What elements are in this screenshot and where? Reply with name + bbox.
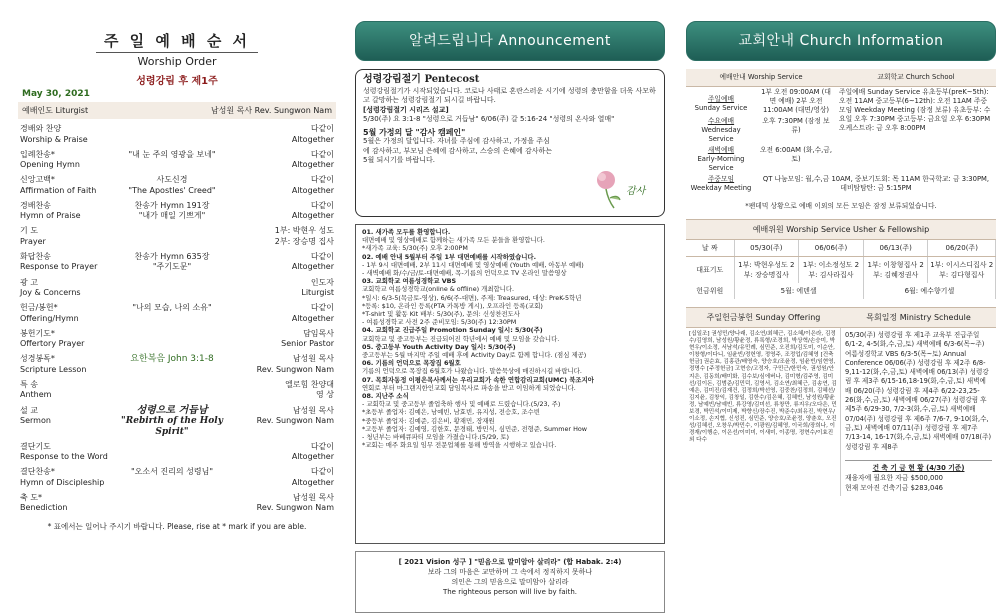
order-item-leader: Altogether [291,211,334,221]
announcement-line: *새가족 교육: 5/30(주) 오후 2:00PM [362,244,468,253]
announcement-line: - 1부 9시 대면예배, 2부 11시 대면예배 및 영상예배 (Youth 예배, 아동부 예배) [362,260,584,269]
order-item-detail [120,339,224,350]
offering-ministry-headers [686,307,996,328]
order-item-leader: Altogether [291,452,334,462]
vision-text-2: 의인은 그의 믿음으로 말미암아 살리라 [451,578,569,586]
offering-title: 주일헌금봉헌 Sunday Offering [686,307,841,328]
wed-time: 오후 7:30PM (잠정 보류) [762,117,830,134]
church-info-header: 교회안내 Church Information [686,21,996,61]
order-item-ko: 헌금/봉헌* [20,303,58,313]
ministry-title: 목회일정 Ministry Schedule [841,307,996,328]
svg-text:감사: 감사 [626,186,646,197]
order-item-en: Benediction [20,503,68,513]
order-item-leader: 엘로힘 찬양대 [285,379,334,389]
order-item-ko: 화답찬송 [20,251,51,261]
order-item-ko: 결단찬송* [20,467,55,477]
announcement-list [355,224,665,544]
order-item [18,150,336,171]
order-item-leader: 다같이 [310,251,334,261]
order-item-ko: 설 교 [20,405,38,415]
order-item-leader: 남성원 목사 [292,405,334,415]
building-fund-title: 건 축 기 금 현 황 (4/30 기준) [872,463,965,472]
usher-cell: 06/13(주) [863,240,928,257]
order-item-leader: Liturgist [301,288,334,298]
wed-en: Wednesday Service [701,126,741,143]
service-table [686,69,996,194]
order-item [18,303,336,324]
liturgist-row [18,102,336,119]
order-item-detail [120,135,224,146]
pentecost-box [355,69,665,217]
order-item-leader: 남성원 목사 [292,354,334,364]
order-item-leader: Rev. Sungwon Nam [256,364,334,374]
church-info-panel [686,0,996,612]
order-item-detail [120,226,224,237]
order-item-ko: 신앙고백* [20,175,55,185]
weekday-text: QT 나눔모임: 월,수,금 10AM, 중보기도회: 목 11AM 한국학교: 금 3:30PM, 데비탐탐탄: 금 5:15PM [762,175,990,192]
usher-table [686,240,996,299]
order-item [18,124,336,145]
worship-order-subtitle: Worship Order [137,55,217,68]
usher-cell: 헌금위원 [686,283,734,299]
order-item-en: Worship & Praise [20,134,88,144]
order-item-detail [120,160,224,171]
worship-col-header: 예배안내 Worship Service [686,69,836,87]
weekday-en: Weekday Meeting [690,184,752,192]
order-item-en: Joy & Concerns [20,288,81,298]
order-item-en: Anthem [20,390,52,400]
order-item-leader: 담임목사 [303,328,334,338]
order-item-leader: Altogether [291,477,334,487]
vision-box [355,551,665,613]
order-item-detail [120,452,224,463]
order-item-leader: 다같이 [310,467,334,477]
usher-cell: 05/30(주) [734,240,799,257]
sunday-times: 1부 오전 09:00AM (대면 예배) 2부 오전 11:00AM (대면/영상) [761,88,831,114]
order-item [18,406,336,438]
order-item-en: Sermon [20,416,51,426]
vision-title: [ 2021 Vision 성구 ] "믿음으로 말미암아 살리라" (합 Habak. 2:4) [398,558,622,566]
vision-text-1: 보라 그의 마음은 교만하며 그 속에서 정직하지 못하나 [427,568,593,576]
announcement-line: - 청년부는 바베큐파티 모임을 가졌습니다.(5/29, 토) [362,433,509,442]
usher-cell: 대표기도 [686,257,734,284]
weekday-ko: 주중모임 [707,175,735,183]
building-fund [845,460,992,493]
building-fund-target: 재융자에 필요한 자금 $500,000 [845,473,944,482]
order-item-en: Prayer [20,236,46,246]
announcement-line: 기름의 언덕으로 목장집 6월호가 나왔습니다. 말씀묵상에 매진하시길 바랍니다. [362,367,582,376]
order-item [18,226,336,247]
order-item-detail [120,503,224,514]
order-item-detail: 찬송가 Hymn 191장 [134,200,210,210]
order-item-ko: 성경봉독* [20,354,55,364]
pentecost-text: 성령강림절기가 시작되었습니다. 코로나 사태로 혼란스러운 시기에 성령의 충만함을 더욱 사모하고 갈망하는 성령강림절기 되시길 바랍니다. [363,86,656,104]
liturgist-name: 남성원 목사 Rev. Sungwon Nam [210,106,332,115]
order-item-en: Response to the Word [20,452,108,462]
order-item [18,354,336,375]
order-item-detail: "내가 매일 기쁘게" [138,211,206,221]
announcement-line: 04. 교회학교 진급주일 Promotion Sunday 일시: 5/30(주) [362,326,543,335]
order-item-en: Opening Hymn [20,160,80,170]
announcement-line: 교회학교 및 중고등부는 진급되어진 학년에서 예배 및 모임을 갖습니다. [362,334,560,343]
month-campaign-title: 5월 가정의 달 "감사 캠페인" [363,127,466,137]
order-item-detail: 성령으로 거듭남 [136,404,208,416]
building-fund-current: 현재 모아진 건축기금 $283,046 [845,483,944,492]
school-text: 주일예배 Sunday Service 유초등부(preK~5th): 오전 11AM 중고등부(6~12th): 오전 11AM 주중모임 Weekday Meeting (잠정 보류) 유초등부: 수요일 오후 7:30PM 중고등부: 금요일 오후 6:30PM 오케스트라: 금 오후 8:00PM [839,88,991,132]
usher-title: 예배위원 Worship Service Usher & Fellowship [686,219,996,240]
order-item-leader: Rev. Sungwon Nam [256,503,334,513]
order-item-ko: 광 고 [20,277,38,287]
order-item [18,467,336,488]
order-item-leader: 2부: 장승명 집사 [274,236,334,246]
order-item-detail [120,390,224,401]
order-item-leader: 다같이 [310,175,334,185]
announcement-line: 연회로 부터 마그랜지한인교회 담임목사로 파송을 받고 이임하게 되었습니다. [362,383,576,392]
early-en: Early-Morning Service [697,155,745,172]
order-item-detail: 사도신경 [156,175,188,185]
school-col-header: 교회학교 Church School [836,69,996,87]
ministry-schedule: 05/30(주) 성령강림 후 제1주 교육부 진급주일 6/1-2, 4-5(화,수,금,토) 새벽예배 6/3-6(목~주) 여름성경학교 VBS 6/3-5(목~토) Annual Conference 06/06(주) 성령강림 후 제2주 6/8-9,11-12(화,수,금,토) 새벽예배 06/13(주) 성령강림 후 제3주 6/15-16,18-19(화,수,금,토) 새벽예배 06/20(주) 성령강림 후 제4주 6/22-23,25-26(화,수,금,토) 새벽예배 06/27(주) 성령강림 후 제5주 6/29-30, 7/2-3(화,수,금,토) 새벽예배 07/04(주) 성령강림 후 제6주 7/6-7, 9-10(화,수,금,토) 새벽예배 07/11(주) 성령강림 후 제7주 7/13-14, 16-17(화,수,금,토) 새벽예배 07/18(주) 성령강림 후 제8주 [845,331,992,451]
usher-cell: 1부: 이소정성도 2부: 김사라집사 [799,257,864,284]
footnote: * 표에서는 일어나 주시기 바랍니다. Please, rise at * mark if you are able. [47,521,307,531]
order-item-leader: 영 상 [316,390,334,400]
order-item-detail: "오소서 진리의 성령님" [131,467,213,477]
order-item-detail [120,493,224,504]
liturgist-label: 예배인도 Liturgist [22,106,89,115]
order-item-leader: Altogether [291,313,334,323]
usher-cell: 1부: 박현우성도 2부: 장승명집사 [734,257,799,284]
order-item-detail [120,442,224,453]
order-item-en: Offertory Prayer [20,339,85,349]
usher-cell: 1부: 이시스디집사 2부: 김다형집사 [928,257,996,284]
order-item [18,329,336,350]
order-item-leader: Altogether [291,262,334,272]
announcement-line: - 교회학교 및 중고등부 졸업축하 행사 및 예배로 드렸습니다.(5/23, 주) [362,400,561,409]
announcement-line: 07. 목회자동정 이평은목사께서는 우리교회가 속한 연합감리교회(UMC) 북조지아 [362,375,594,384]
announcement-line: *교회는 매주 화요일 임무 전문업체를 통해 방역을 시행하고 있습니다. [362,441,557,450]
order-item-detail: "Rebirth of the Holy Spirit" [121,416,223,437]
usher-prayer-row [686,257,996,284]
announcement-line: 02. 예배 안내 5월부터 주일 1부 대면예배를 시작하였습니다. [362,252,537,261]
order-item-detail: "주기도문" [152,262,192,272]
season-label: 성령강림 후 제1주 [136,76,218,87]
order-item-detail [120,365,224,376]
order-item-leader: Altogether [291,185,334,195]
order-item-leader: 다같이 [310,303,334,313]
order-item-detail: "나의 모습, 나의 소유" [132,303,212,313]
usher-cell: 6월: 예수향기셀 [863,283,995,299]
service-date: May 30, 2021 [22,89,90,99]
order-item [18,252,336,273]
flower-illustration-icon [588,160,654,214]
order-item-leader: 다같이 [310,149,334,159]
order-item-en: Hymn of Discipleship [20,477,105,487]
order-item-en: Affirmation of Faith [20,185,97,195]
announcement-line: *일시: 6/3-5(목금토-영상), 6/6(주-대면), 주제: Treasured, 대상: PreK-5학년 [362,293,582,302]
announcement-line: 대면예배 및 영상예배로 함께하는 새가족 모든 분들을 환영합니다. [362,236,545,245]
announcement-line: - 새벽예배 화/수/금/토-대면예배, 목-기름의 언덕으로 TV 온라인 말씀영상 [362,269,567,278]
order-item-detail [120,478,224,489]
order-item-ko: 봉헌기도* [20,328,55,338]
order-item-detail [120,124,224,135]
order-item-ko: 특 송 [20,379,38,389]
order-item-detail [120,314,224,325]
order-item-leader: 다같이 [310,200,334,210]
usher-cell: 날 짜 [686,240,734,257]
order-item [18,380,336,401]
announcement-panel [355,0,665,612]
pentecost-series: [성령강림절기 시리즈 설교] [363,105,449,114]
order-item-detail [120,278,224,289]
announcement-line: *등록: $10, 온라인 등록(PTA 카톡방 게시), 오프라인 등록(교회) [362,301,543,310]
order-item-ko: 기 도 [20,226,38,236]
order-item-leader: Senior Pastor [281,339,334,349]
announcement-line: *초등부 졸업자: 김예은, 남예빈, 남효빈, 유지성, 전승호, 조수빈 [362,408,540,417]
order-item-leader: Altogether [291,134,334,144]
order-item-detail: "The Apostles' Creed" [128,185,216,195]
order-item-leader: 남성원 목사 [292,492,334,502]
order-item [18,493,336,514]
order-item-detail: 요한복음 John 3:1-8 [130,354,214,365]
order-item-ko: 경배와 찬양 [20,124,62,133]
announcement-line: 06. 기름의 언덕으로 목장집 6월호 [362,359,461,368]
month-campaign-text: 5월은 가정의 달입니다. 자녀를 주심에 감사하고, 가정을 주심에 감사하고, 부모님 은혜에 감사하고, 스승의 은혜에 감사하는 5월 되시기를 바랍니다. [363,137,553,164]
order-item-detail [120,237,224,248]
order-item-ko: 입례찬송* [20,149,55,159]
order-item-ko: 축 도* [20,492,42,502]
announcement-line: 교회학교 여름성경학교(online & offline) 개최합니다. [362,285,515,294]
order-item-detail: 찬송가 Hymn 635장 [134,251,210,261]
order-item-leader: Altogether [291,160,334,170]
announcement-line: *T-shirt 및 활동 Kit 배부: 5/30(주), 문의: 신성찬전도사 [362,310,520,319]
order-item-leader: 1부: 박현우 성도 [274,226,334,236]
pandemic-note: *팬데믹 상황으로 예배 이외의 모든 모임은 잠정 보류되었습니다. [745,202,937,210]
order-item-en: Response to Prayer [20,262,98,272]
vision-text-3: The righteous person will live by faith. [442,588,578,596]
worship-order-panel [18,0,336,612]
order-item-en: Scripture Lesson [20,364,87,374]
announcement-line: 중고등부는 5월 마지막 주일 예배 후에 Activity Day로 함께 합니다. (점심 제공) [362,351,587,360]
order-item-detail [120,380,224,391]
order-item-detail [120,329,224,340]
announcement-line: - 여름성경학교 사전 2주 준비모임: 5/30(주) 12:30PM [362,318,517,327]
order-item-en: Hymn of Praise [20,211,81,221]
order-item-leader: 다같이 [310,441,334,451]
announcement-header: 알려드립니다 Announcement [355,21,665,61]
early-ko: 새벽예배 [707,146,735,154]
order-item-leader: Rev. Sungwon Nam [256,416,334,426]
sunday-ko: 주일예배 [707,95,735,103]
usher-cell: 06/06(주) [799,240,864,257]
order-item-detail [120,288,224,299]
announcement-line: 05. 중고등부 Youth Activity Day 일시: 5/30(주) [362,342,516,351]
order-item [18,442,336,463]
wed-ko: 수요예배 [707,117,735,125]
order-list [18,124,336,514]
usher-cell: 5월: 에덴셀 [734,283,863,299]
announcement-line: *중등부 졸업자: 김예준, 김은비, 황재민, 장재원 [362,416,495,425]
pentecost-series-text: 5/30(주) 요 3:1-8 "성령으로 거듭남" 6/06(주) 갈 5:16-24 "성령의 온사와 열매" [363,115,615,123]
usher-cell: 1부: 이창형집사 2부: 김혜정권사 [863,257,928,284]
order-item-leader: 다같이 [310,124,334,133]
pentecost-title: 성령강림절기 Pentecost [363,74,480,85]
announcement-line: 08. 지난주 소식 [362,392,409,401]
order-item [18,278,336,299]
announcement-line: *고등부 졸업자: 김예영, 김한호, 문경태, 방민식, 심민준, 전형준, Summer How [362,424,588,433]
order-item-ko: 결단기도 [20,441,51,451]
sunday-en: Sunday Service [694,104,748,112]
usher-offering-row [686,283,996,299]
worship-order-title: 주 일 예 배 순 서 [96,30,258,53]
announcement-line: 03. 교회학교 여름성경학교 VBS [362,277,457,286]
announcement-line: 01. 새가족 모두를 환영합니다. [362,228,451,236]
order-item [18,175,336,196]
order-item [18,201,336,222]
order-item-en: Offering/Hymn [20,313,79,323]
order-item-ko: 경배찬송 [20,200,51,210]
usher-cell: 06/20(주) [928,240,996,257]
offering-list: [십일조] 권성민/양나래, 김소연/최혜근, 김소혜/이은라, 김정수/김영희, 남성원/황윤정, 류록형/조경희, 박상혁/손승미, 박현우/이소정, 서남석/유민례, 심민준, 오진희/김도미, 이순안, 이창형/이다니, 임윤빈/정헌영, 정영주, 조정업/김혜영 [건축헌금] 권순효, 김홍관/배영숙, 양승호/조윤정, 임윤빈/임현영, 정명수 [주정헌금] 고현승/고정자, 구민근/한민숙, 권성원/안지은, 김동희/배미화, 김수보/심에버나, 김미형/김주영, 김미선/김이돈, 김범준/김민덕, 김영서, 김소연/최혜근, 김송연, 김예은, 김미진/김재건, 김정희/박선영, 김중찬/김정희, 김혜선/김지윤, 김창익, 김창일, 김한수/김은혜, 김혜빈, 남성원/황윤정, 남예빈/남예빈, 류강영/김미선, 류창만, 류지우/오다은, 민보경, 박민석/이미제, 박향신/장수진, 박준수/최유진, 박현우/이소정, 손지협, 신성진, 심민준, 양승호/조윤정, 양춘호, 오진성/김혜선, 오창우/박민수, 이광원/김혜영, 이국희/장희나, 이경재/이행순, 이은선/이미미, 이새미, 이종명, 정현수/이효진 외 다수 [686,328,841,496]
early-time: 오전 6:00AM (화,수,금,토) [759,146,833,163]
order-item-leader: 인도자 [310,277,334,287]
order-item-detail: "내 눈 주의 영광을 보네" [128,149,216,159]
usher-header-row [686,240,996,257]
